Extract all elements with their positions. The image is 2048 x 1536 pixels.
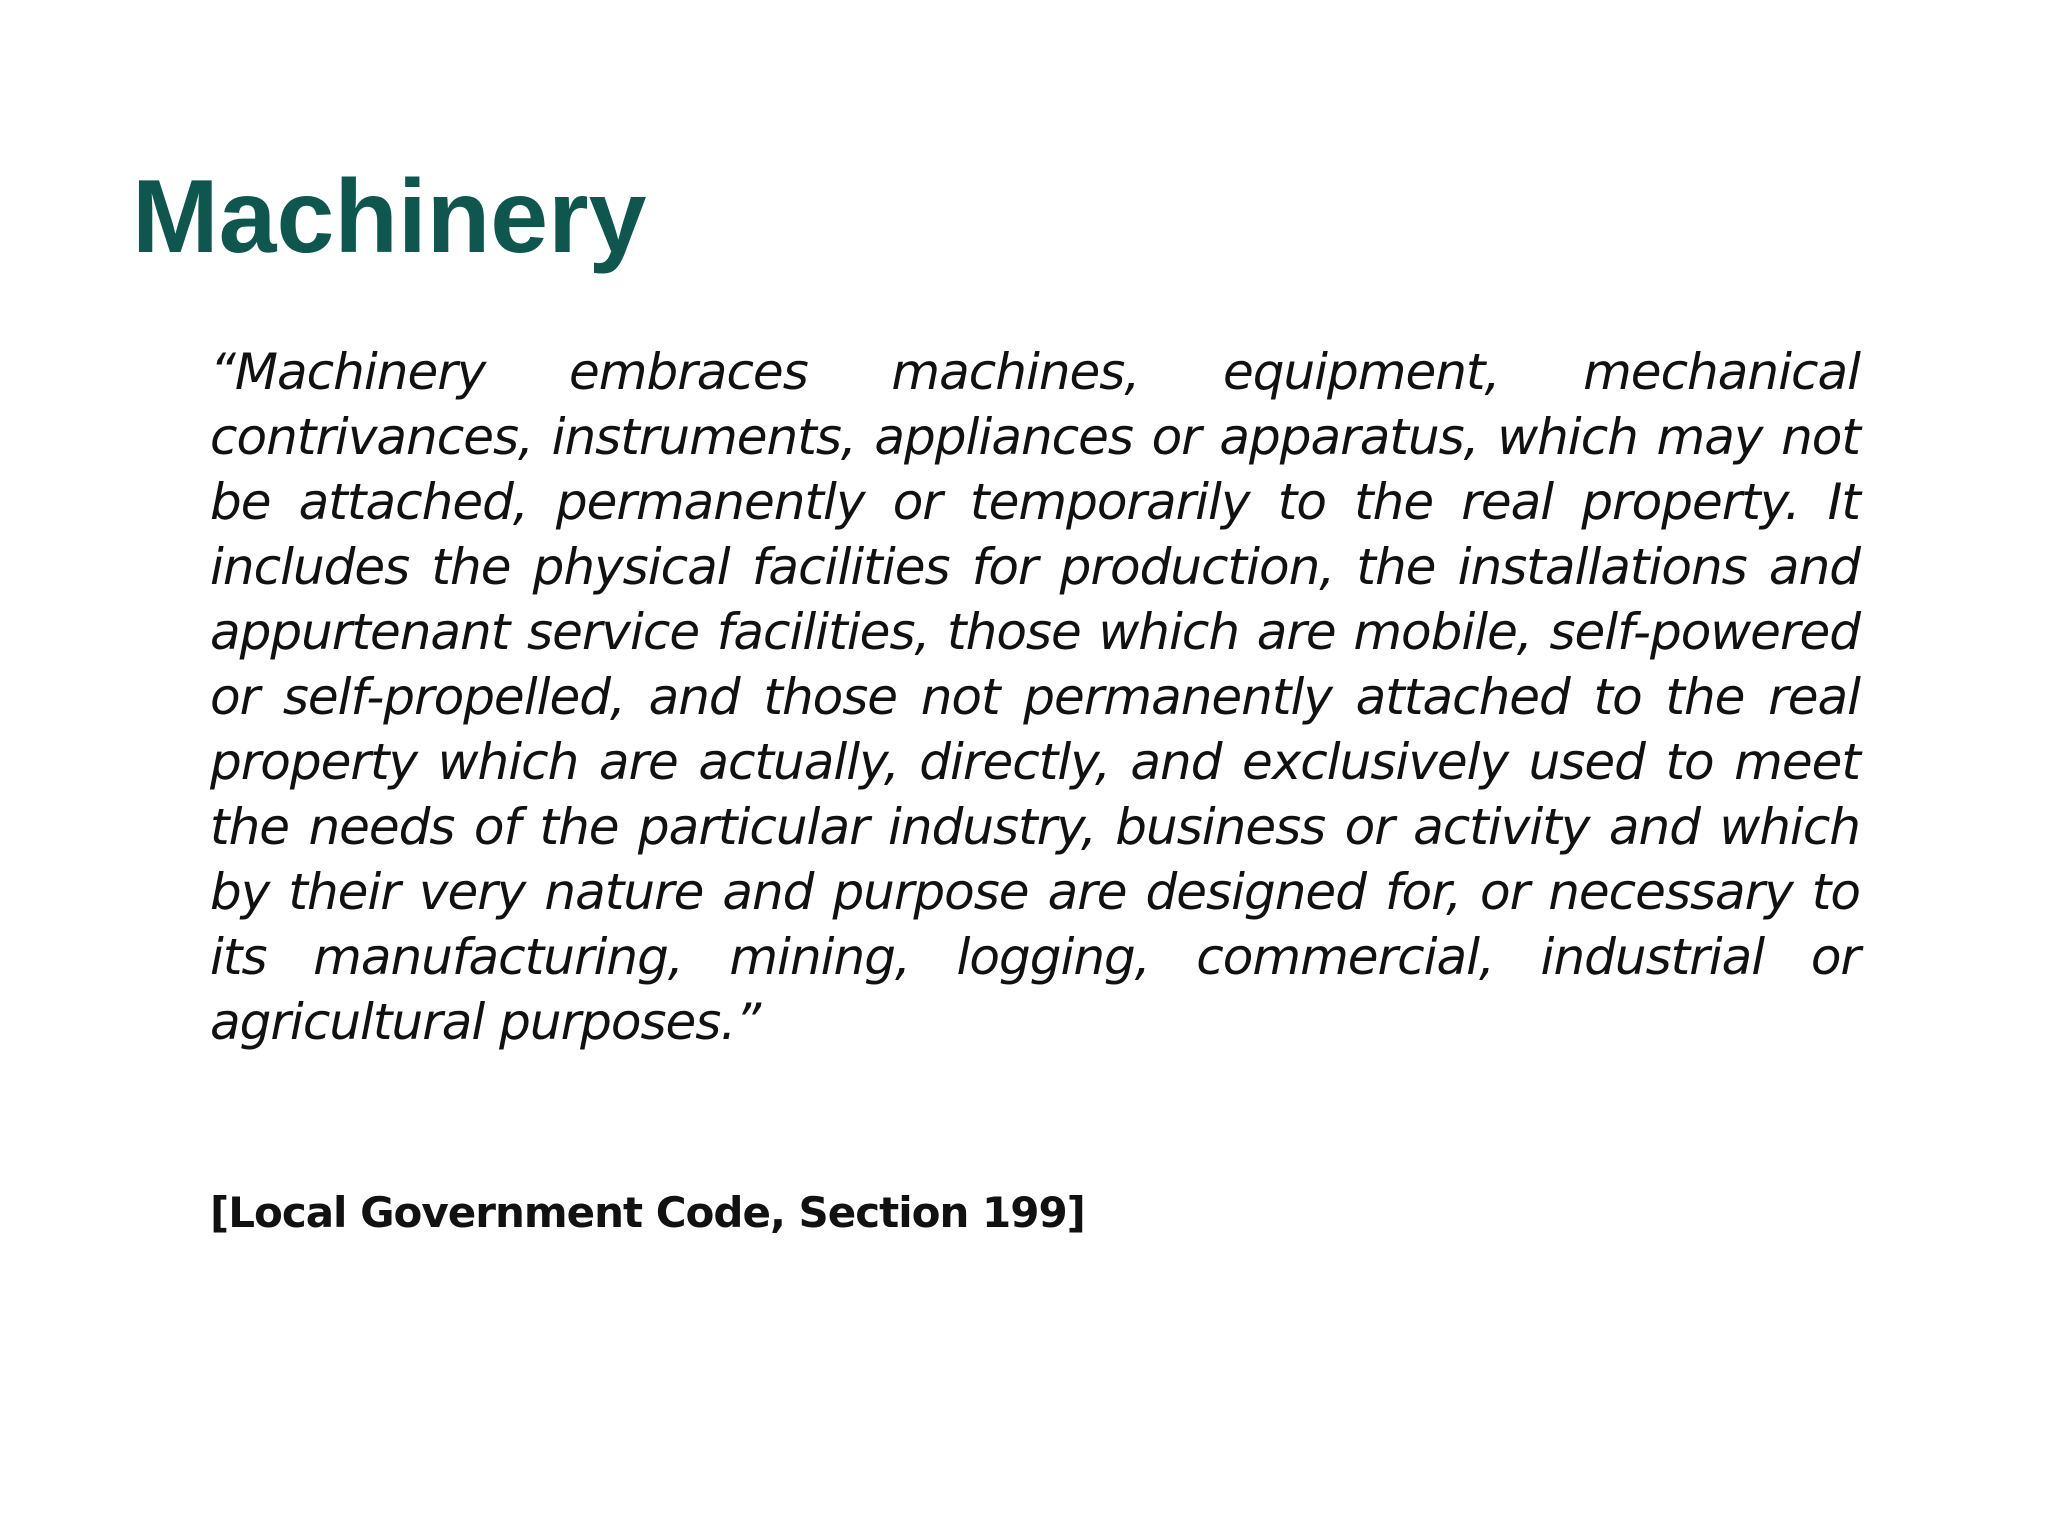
definition-quote: “Machinery embraces machines, equipment, mechanical contrivances, instruments, appliances or apparatus, which may not be attached, permanently or temporarily to the real property. It includes the physical facilities for production, the installations and appurtenant service facilities, those which are mobile, self-powered or self-propelled, and those not permanently attached to the real property which are actually, directly, and exclusively used to meet the needs of the particular industry, business or activity and which by their very nature and purpose are designed for, or necessary to its manufacturing, mining, logging, commercial, industrial or agricultural purposes.” bbox=[210, 343, 1860, 1051]
slide-title: Machinery bbox=[132, 159, 647, 275]
source-citation: [Local Government Code, Section 199] bbox=[210, 1188, 1085, 1237]
